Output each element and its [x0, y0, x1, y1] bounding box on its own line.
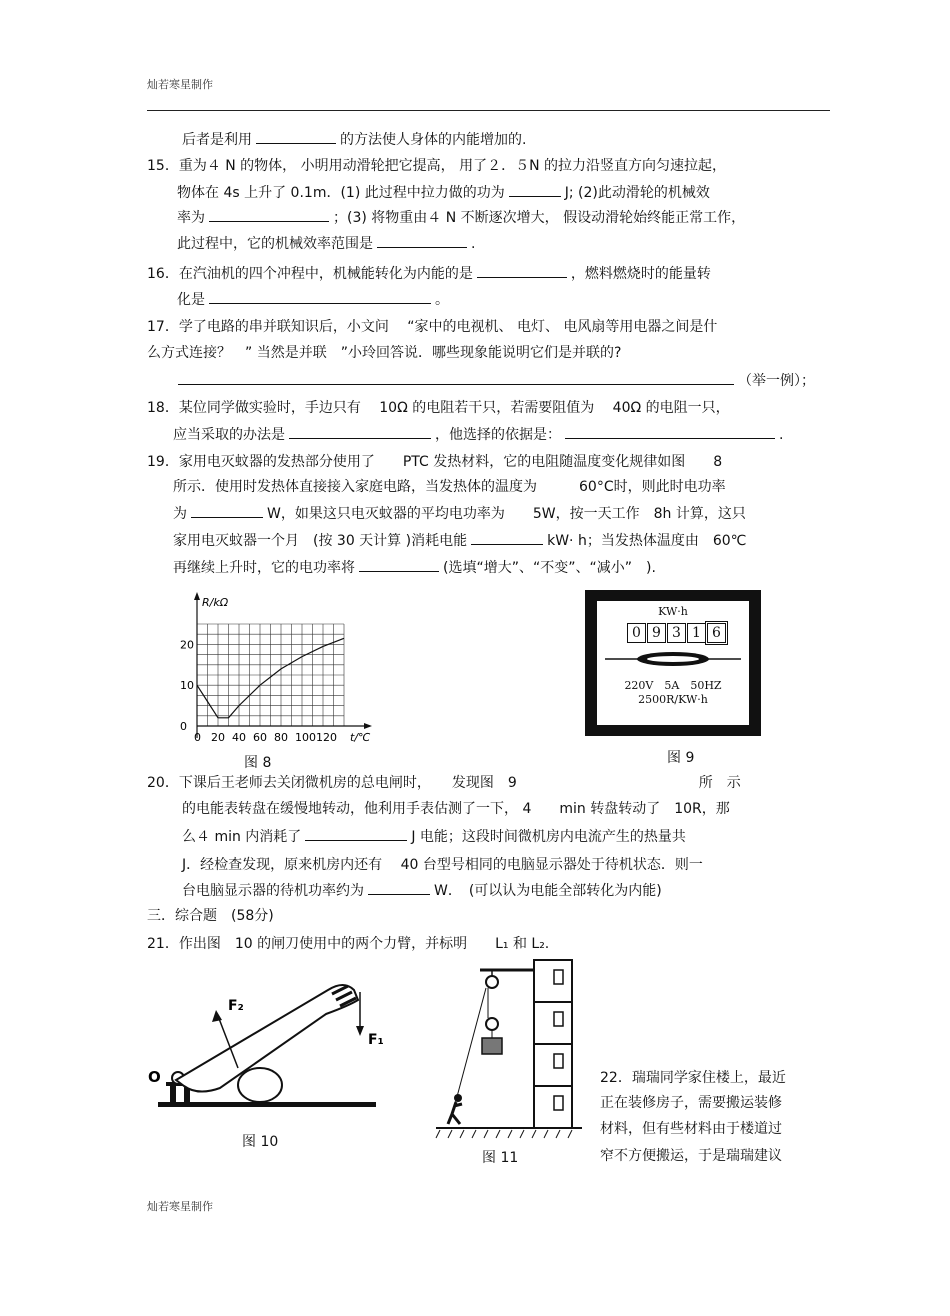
text-line-q22d: [600, 1146, 782, 1166]
answer-blank[interactable]: [477, 263, 567, 278]
header-rule: [147, 110, 830, 111]
line-text: 家用电灭蚊器一个月 (按 30 天计算 )消耗电能: [173, 533, 468, 549]
meter-spec: 220V 5A 50HZ: [624, 679, 722, 692]
line-text: W． (可以认为电能全部转化为内能): [434, 883, 662, 899]
answer-blank[interactable]: [377, 233, 467, 248]
text-line-q20b: [182, 799, 730, 819]
fixed-pulley: [486, 976, 498, 988]
figure-11-building: [436, 958, 584, 1140]
text-line-q17c: [174, 370, 815, 391]
answer-blank[interactable]: [289, 424, 431, 439]
line-text: 17．学了电路的串并联知识后，小文问 “家中的电视机、 电灯、 电风扇等用电器之间是什: [147, 319, 718, 335]
line-text: 22．瑞瑞同学家住楼上，最近: [600, 1070, 786, 1086]
text-line-q17a: [147, 317, 717, 337]
meter-digit: 6: [707, 623, 726, 643]
header-maker: 灿若寒星制作: [147, 78, 213, 91]
footer-maker: 灿若寒星制作: [147, 1200, 213, 1213]
text-line-q18a: [147, 398, 730, 418]
line-text: J 电能；这段时间微机房内电流产生的热量共: [411, 829, 686, 845]
label-F1: F₁: [368, 1032, 384, 1048]
answer-blank[interactable]: [305, 826, 407, 841]
worker: [454, 1094, 462, 1102]
text-line-l1: [182, 129, 526, 150]
text-line-q16b: [177, 289, 449, 310]
text-line-q20c: [182, 826, 686, 847]
line-text: kW· h；当发热体温度由 60℃: [547, 533, 747, 549]
line-text: 应当采取的办法是: [173, 427, 285, 443]
line-text: 化是: [177, 292, 205, 308]
meter-counter: [627, 623, 727, 643]
answer-blank[interactable]: [359, 557, 439, 572]
meter-digit: 0: [627, 623, 646, 643]
text-line-q19d: [173, 530, 746, 551]
load-box: [482, 1038, 502, 1054]
answer-blank[interactable]: [368, 880, 430, 895]
line-text: ，他选择的依据是：: [435, 427, 561, 443]
text-line-q19c: [173, 503, 746, 524]
answer-blank[interactable]: [509, 182, 561, 197]
line-text: 。: [435, 292, 449, 308]
answer-blank[interactable]: [209, 289, 431, 304]
text-line-q15c: [177, 207, 745, 228]
answer-blank[interactable]: [471, 530, 543, 545]
text-line-q15a: [147, 156, 726, 176]
text-line-q19a: [147, 452, 722, 472]
x-tick-label: 100: [295, 731, 316, 744]
line-text: 么方式连接？ ” 当然是并联 ”小玲回答说．哪些现象能说明它们是并联的?: [147, 345, 622, 361]
x-axis-label: t/℃: [350, 731, 371, 744]
chart-grid: [197, 624, 344, 726]
label-F2: F₂: [228, 998, 244, 1014]
y-axis-label: R/kΩ: [202, 596, 229, 609]
line-text: .: [471, 236, 476, 252]
text-line-q15b: [177, 182, 710, 203]
text-line-q18b: [173, 424, 783, 445]
figure-10-switch: [148, 972, 384, 1120]
text-line-q20e: [182, 880, 662, 901]
line-text: (选填“增大”、“不变”、“减小” ).: [443, 560, 656, 576]
text-line-q16a: [147, 263, 711, 284]
figure-8-caption: 图 8: [244, 755, 272, 771]
line-text: 的方法使人身体的内能增加的.: [340, 132, 527, 148]
line-text: ，燃料燃烧时的能量转: [570, 266, 711, 282]
line-text: 18．某位同学做实验时，手边只有 10Ω 的电阻若干只，若需要阻值为 40Ω 的电阻一只，: [147, 400, 730, 416]
meter-disc: [605, 647, 741, 671]
x-tick-label: 120: [316, 731, 337, 744]
line-text: W，如果这只电灭蚊器的平均电功率为 5W，按一天工作 8h 计算，这只: [267, 506, 746, 522]
line-text: 材料，但有些材料由于楼道过: [600, 1121, 782, 1137]
x-tick-label: 40: [232, 731, 246, 744]
line-text: ；(3) 将物重由４ N 不断逐次增大， 假设动滑轮始终能正常工作，: [333, 210, 746, 226]
meter-unit: KW·h: [658, 605, 688, 618]
movable-pulley: [486, 1018, 498, 1030]
meter-digit: 9: [647, 623, 666, 643]
y-tick-label: 0: [180, 720, 187, 733]
line-text: 19．家用电灭蚊器的发热部分使用了 PTC 发热材料，它的电阻随温度变化规律如图 8: [147, 454, 723, 470]
label-O: O: [148, 1068, 161, 1086]
x-tick-label: 0: [194, 731, 201, 744]
line-text: 台电脑显示器的待机功率约为: [182, 883, 364, 899]
line-text: 16．在汽油机的四个冲程中，机械能转化为内能的是: [147, 266, 473, 282]
line-text: 21．作出图 10 的闸刀使用中的两个力臂，并标明 L₁ 和 L₂.: [147, 936, 550, 952]
text-line-q21: [147, 934, 549, 954]
text-line-q19e: [173, 557, 656, 578]
line-text: 再继续上升时，它的电功率将: [173, 560, 355, 576]
text-line-q19b: [173, 477, 726, 497]
text-line-s3: [147, 906, 274, 926]
line-text: 物体在 4s 上升了 0.1m．(1) 此过程中拉力做的功为: [177, 185, 505, 201]
line-text: 的电能表转盘在缓慢地转动，他利用手表估测了一下， 4 min 转盘转动了 10R，那: [182, 801, 730, 817]
line-text: J．经检查发现，原来机房内还有 40 台型号相同的电脑显示器处于待机状态．则一: [182, 857, 703, 873]
figure-11-caption: 图 11: [482, 1150, 519, 1166]
line-text: 么４ min 内消耗了: [182, 829, 302, 845]
figure-10-caption: 图 10: [242, 1134, 279, 1150]
answer-blank[interactable]: [178, 370, 734, 385]
text-line-q20d: [182, 855, 703, 875]
x-tick-label: 20: [211, 731, 225, 744]
figure-9-meter: [585, 590, 761, 736]
answer-blank[interactable]: [191, 503, 263, 518]
meter-rev: 2500R/KW·h: [638, 693, 708, 706]
line-text: 为: [173, 506, 187, 522]
figure-9-caption: 图 9: [667, 750, 695, 766]
meter-digit: 1: [687, 623, 706, 643]
base-plate: [158, 1102, 376, 1107]
text-line-q22a: [600, 1068, 786, 1088]
line-text: 所示．使用时发热体直接接入家庭电路，当发热体的温度为 60°C时，则此时电功率: [173, 479, 726, 495]
y-axis-arrow: [194, 592, 200, 600]
y-tick-label: 10: [180, 679, 194, 693]
meter-digit: 3: [667, 623, 686, 643]
line-text: 此过程中，它的机械效率范围是: [177, 236, 373, 252]
line-text: 后者是利用: [182, 132, 252, 148]
x-tick-label: 80: [274, 731, 288, 744]
line-text: 窄不方便搬运，于是瑞瑞建议: [600, 1148, 782, 1164]
answer-blank[interactable]: [209, 207, 329, 222]
answer-blank[interactable]: [565, 424, 775, 439]
line-text: 20．下课后王老师去关闭微机房的总电闸时， 发现图 9 所 示: [147, 775, 741, 791]
roller: [238, 1068, 282, 1102]
text-line-q22b: [600, 1093, 782, 1113]
line-text: J; (2)此动滑轮的机械效: [564, 185, 710, 201]
y-tick-label: 20: [180, 638, 194, 652]
answer-blank[interactable]: [256, 129, 336, 144]
text-line-q20a: [147, 773, 741, 793]
line-text: 15．重为４ N 的物体， 小明用动滑轮把它提高， 用了２．５N 的拉力沿竖直方向匀速拉起，: [147, 158, 727, 174]
text-line-q17b: [147, 343, 621, 363]
line-text: 三．综合题 (58分): [147, 908, 274, 924]
line-text: 正在装修房子，需要搬运装修: [600, 1095, 782, 1111]
line-text: 率为: [177, 210, 205, 226]
line-text: （举一例）；: [738, 373, 815, 389]
figure-8-chart: [178, 588, 373, 748]
line-text: .: [779, 427, 784, 443]
text-line-q22c: [600, 1119, 782, 1139]
x-tick-label: 60: [253, 731, 267, 744]
x-axis-arrow: [364, 723, 372, 729]
text-line-q15d: [177, 233, 475, 254]
